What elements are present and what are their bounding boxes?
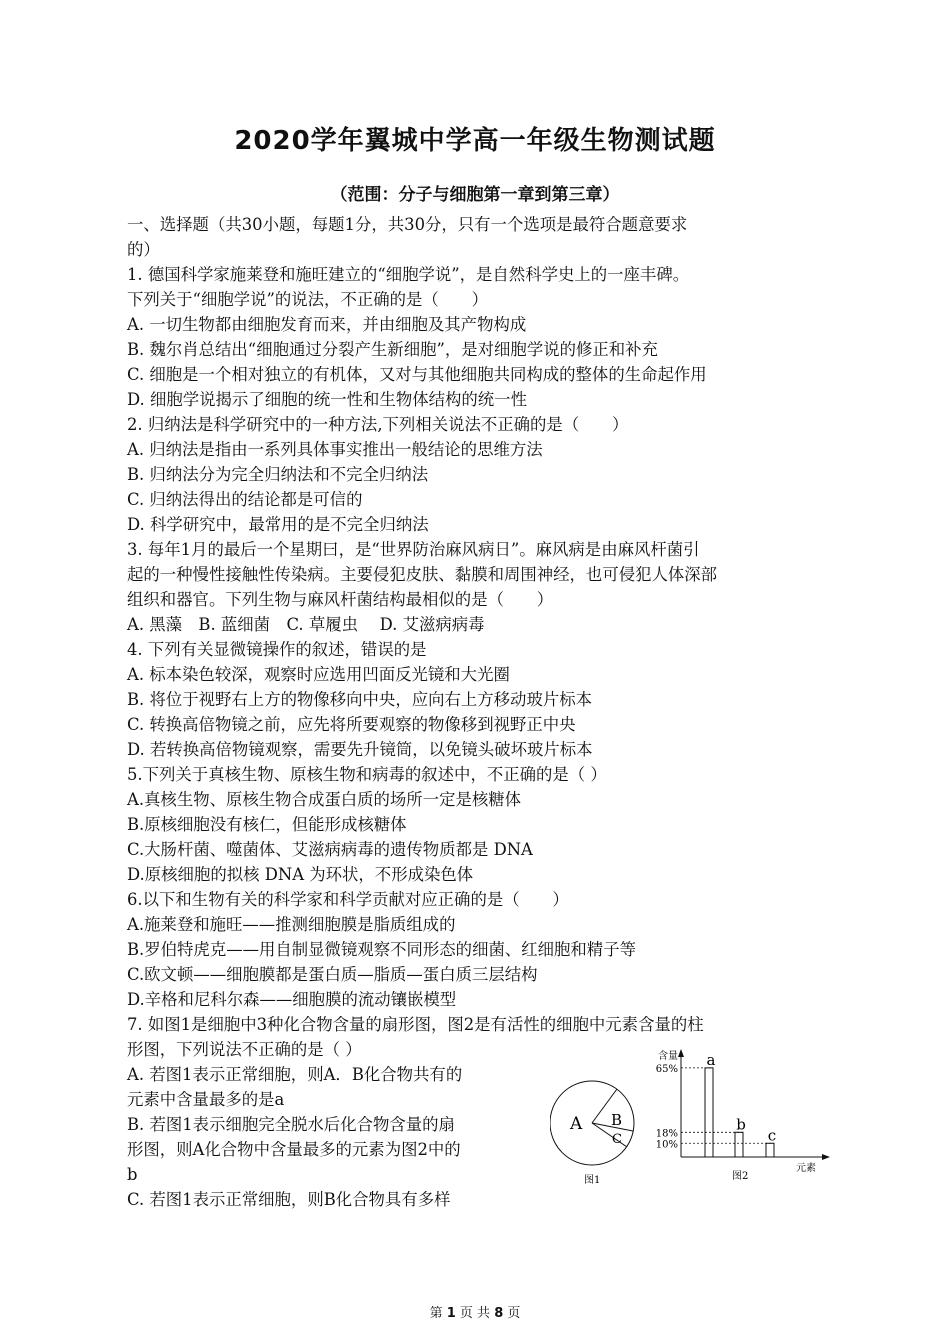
text-line: 4. 下列有关显微镜操作的叙述，错误的是 [127, 640, 427, 659]
text-line: 一、选择题（共30小题，每题1分，共30分，只有一个选项是最符合题意要求 [127, 215, 688, 234]
footer-mid: 页 共 [459, 1306, 491, 1321]
bar-c [766, 1143, 774, 1157]
text-line: D.原核细胞的拟核 DNA 为环状，不形成染色体 [127, 865, 474, 884]
text-line: B.原核细胞没有核仁，但能形成核糖体 [127, 815, 407, 834]
text-line: A.施莱登和施旺——推测细胞膜是脂质组成的 [127, 915, 456, 934]
question-body [127, 212, 827, 1062]
text-line: 6.以下和生物有关的科学家和科学贡献对应正确的是（ ） [127, 890, 569, 909]
text-line: 形图，则A化合物中含量最多的元素为图2中的 [127, 1140, 461, 1159]
y-axis-arrow [678, 1049, 684, 1057]
bar-label-a: a [706, 1050, 716, 1069]
text-line: 2. 归纳法是科学研究中的一种方法,下列相关说法不正确的是（ ） [127, 415, 629, 434]
text-line: 5.下列关于真核生物、原核生物和病毒的叙述中，不正确的是（ ） [127, 765, 607, 784]
figures [550, 1045, 840, 1195]
text-line: 组织和器官。下列生物与麻风杆菌结构最相似的是（ ） [127, 590, 554, 609]
pie-label-c: C [612, 1132, 622, 1147]
text-line: D.辛格和尼科尔森——细胞膜的流动镶嵌模型 [127, 990, 457, 1009]
pie-label-b: B [611, 1111, 623, 1129]
text-line: 起的一种慢性接触性传染病。主要侵犯皮肤、黏膜和周围神经，也可侵犯人体深部 [127, 565, 718, 584]
bar-label-c: c [767, 1126, 777, 1145]
text-line: C. 细胞是一个相对独立的有机体，又对与其他细胞共同构成的整体的生命起作用 [127, 365, 707, 384]
text-line: 7. 如图1是细胞中3种化合物含量的扇形图，图2是有活性的细胞中元素含量的柱 [127, 1015, 704, 1034]
text-line: C.欧文顿——细胞膜都是蛋白质—脂质—蛋白质三层结构 [127, 965, 538, 984]
text-line: B. 将位于视野右上方的物像移向中央，应向右上方移动玻片标本 [127, 690, 593, 709]
page-total: 8 [494, 1306, 504, 1321]
text-line: C. 归纳法得出的结论都是可信的 [127, 490, 363, 509]
text-line: C. 若图1表示正常细胞，则B化合物具有多样 [127, 1190, 451, 1209]
question-7-options [127, 1062, 537, 1212]
text-line: A. 一切生物都由细胞发育而来，并由细胞及其产物构成 [127, 315, 527, 334]
figure-1-caption: 图1 [584, 1175, 601, 1186]
text-line: A. 若图1表示正常细胞，则A．B化合物共有的 [127, 1065, 463, 1084]
text-line: b [127, 1165, 138, 1184]
text-line: D. 科学研究中，最常用的是不完全归纳法 [127, 515, 429, 534]
text-line: B. 魏尔肖总结出“细胞通过分裂产生新细胞”，是对细胞学说的修正和补充 [127, 340, 658, 359]
figure-2-caption: 图2 [732, 1171, 749, 1182]
text-line: 形图，下列说法不正确的是（ ） [127, 1040, 362, 1059]
pie-label-a: A [570, 1114, 583, 1134]
text-line: 下列关于“细胞学说”的说法，不正确的是（ ） [127, 290, 488, 309]
page-number: 1 [446, 1306, 456, 1321]
bar-b [735, 1132, 743, 1157]
footer-prefix: 第 [429, 1306, 443, 1321]
text-line: D. 细胞学说揭示了细胞的统一性和生物体结构的统一性 [127, 390, 527, 409]
x-axis-arrow [822, 1154, 830, 1160]
text-line: A. 归纳法是指由一系列具体事实推出一般结论的思维方法 [127, 440, 543, 459]
y-tick-label: 18% [655, 1128, 678, 1140]
x-axis-label: 元素 [796, 1163, 816, 1174]
text-line: 3. 每年1月的最后一个星期曰，是“世界防治麻风病日”。麻风病是由麻风杆菌引 [127, 540, 700, 559]
text-line: B.罗伯特虎克——用自制显微镜观察不同形态的细菌、红细胞和精子等 [127, 940, 636, 959]
text-line: 的） [127, 240, 160, 259]
figure-2-bar-chart [656, 1049, 830, 1182]
bar-label-b: b [736, 1115, 746, 1134]
text-line: C.大肠杆菌、噬菌体、艾滋病病毒的遗传物质都是 DNA [127, 840, 533, 859]
page-title: 2020学年翼城中学高一年级生物测试题 [234, 126, 716, 156]
text-line: 元素中含量最多的是a [127, 1090, 285, 1109]
text-line: C. 转换高倍物镜之前，应先将所要观察的物像移到视野正中央 [127, 715, 576, 734]
y-tick-label: 65% [655, 1063, 678, 1075]
text-line: A.真核生物、原核生物合成蛋白质的场所一定是核糖体 [127, 790, 522, 809]
figure-1-pie [550, 1081, 634, 1186]
text-line: A. 标本染色较深，观察时应选用凹面反光镜和大光圈 [127, 665, 510, 684]
figure-svg [550, 1045, 840, 1195]
page-footer [0, 1302, 950, 1321]
text-line: 1. 德国科学家施莱登和施旺建立的“细胞学说”，是自然科学史上的一座丰碑。 [127, 265, 690, 284]
text-line: A. 黑藻 B. 蓝细菌 C. 草履虫 D. 艾滋病病毒 [127, 615, 485, 634]
text-line: B. 归纳法分为完全归纳法和不完全归纳法 [127, 465, 429, 484]
y-axis-label: 含量 [658, 1051, 678, 1062]
footer-suffix: 页 [507, 1306, 521, 1321]
text-line: B. 若图1表示细胞完全脱水后化合物含量的扇 [127, 1115, 455, 1134]
text-line: D. 若转换高倍物镜观察，需要先升镜筒，以免镜头破坏玻片标本 [127, 740, 593, 759]
page-subtitle: （范围：分子与细胞第一章到第三章） [330, 185, 620, 205]
y-tick-label: 10% [655, 1139, 678, 1151]
